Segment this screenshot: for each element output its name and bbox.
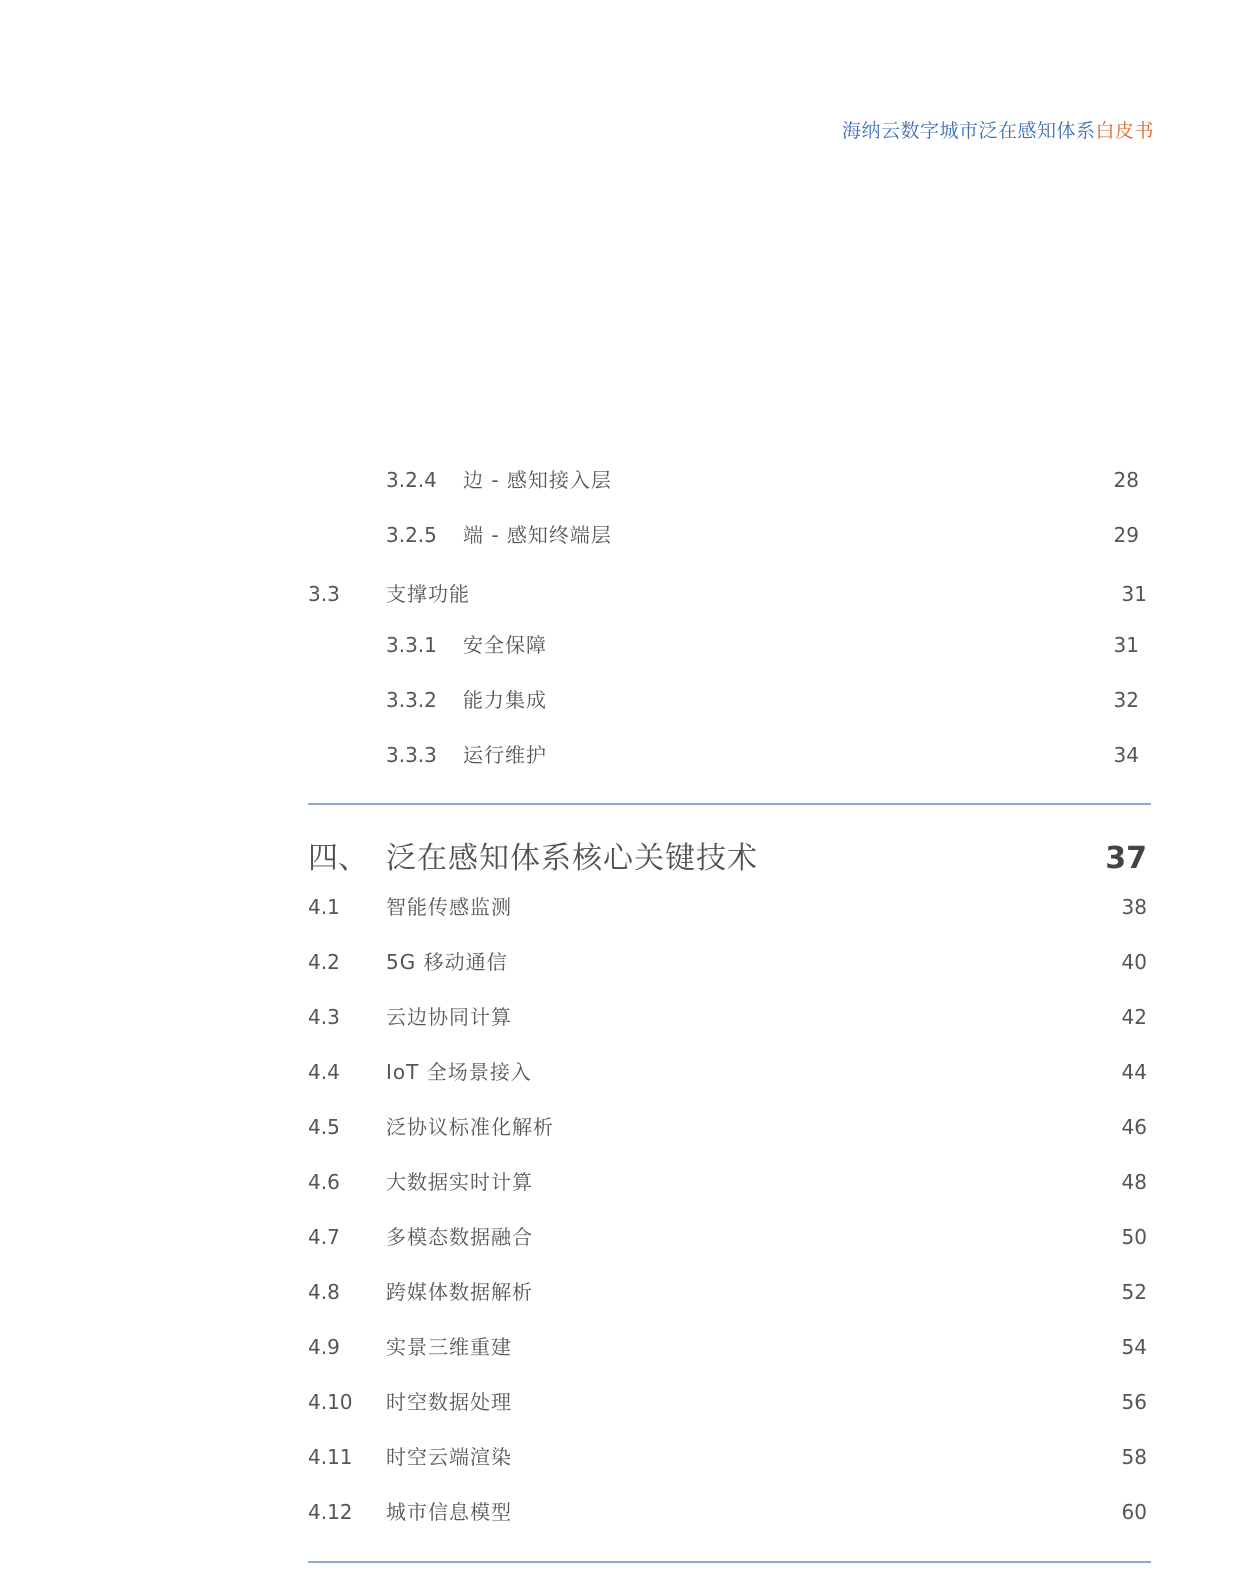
toc-entry-3-3-3[interactable]	[308, 740, 1151, 770]
toc-entry-page: 42	[1121, 1005, 1147, 1029]
toc-entry-title: IoT 全场景接入	[386, 1060, 532, 1084]
toc-entry-title: 跨媒体数据解析	[386, 1280, 533, 1304]
toc-entry-number: 4.6	[308, 1170, 340, 1194]
chapter-page: 37	[1105, 841, 1147, 876]
section-divider	[308, 803, 1151, 805]
toc-entry-number: 4.1	[308, 895, 340, 919]
toc-entry-title: 运行维护	[463, 743, 547, 767]
toc-entry-4-4[interactable]	[308, 1057, 1151, 1087]
toc-entry-number: 4.5	[308, 1115, 340, 1139]
toc-entry-title: 安全保障	[463, 633, 547, 657]
toc-entry-number: 4.7	[308, 1225, 340, 1249]
toc-entry-number: 4.3	[308, 1005, 340, 1029]
toc-entry-page: 38	[1121, 895, 1147, 919]
toc-entry-number: 4.9	[308, 1335, 340, 1359]
toc-entry-number: 3.2.5	[386, 523, 437, 547]
toc-entry-number: 4.10	[308, 1390, 353, 1414]
toc-entry-page: 28	[1113, 468, 1139, 492]
toc-entry-4-6[interactable]	[308, 1167, 1151, 1197]
toc-entry-number: 3.3.2	[386, 688, 437, 712]
toc-entry-number: 3.3.3	[386, 743, 437, 767]
toc-entry-3-2-4[interactable]	[308, 465, 1151, 495]
toc-entry-number: 4.12	[308, 1500, 353, 1524]
toc-entry-title: 城市信息模型	[386, 1500, 512, 1524]
toc-entry-page: 46	[1121, 1115, 1147, 1139]
toc-entry-title: 时空数据处理	[386, 1390, 512, 1414]
toc-entry-title: 时空云端渲染	[386, 1445, 512, 1469]
toc-entry-title: 边 - 感知接入层	[463, 468, 612, 492]
toc-entry-page: 48	[1121, 1170, 1147, 1194]
toc-entry-title: 泛协议标准化解析	[386, 1115, 554, 1139]
toc-entry-page: 44	[1121, 1060, 1147, 1084]
chapter-number: 四、	[308, 841, 368, 876]
toc-entry-number: 3.3.1	[386, 633, 437, 657]
toc-entry-page: 31	[1121, 582, 1147, 606]
toc-entry-number: 4.8	[308, 1280, 340, 1304]
toc-entry-number: 3.2.4	[386, 468, 437, 492]
toc-entry-number: 3.3	[308, 582, 340, 606]
section-divider	[308, 1561, 1151, 1563]
toc-entry-page: 54	[1121, 1335, 1147, 1359]
toc-entry-number: 4.4	[308, 1060, 340, 1084]
toc-entry-page: 52	[1121, 1280, 1147, 1304]
table-of-contents	[308, 0, 1151, 1596]
toc-entry-4-3[interactable]	[308, 1002, 1151, 1032]
toc-entry-3-3[interactable]	[308, 579, 1151, 609]
toc-entry-4-8[interactable]	[308, 1277, 1151, 1307]
toc-entry-4-1[interactable]	[308, 892, 1151, 922]
toc-entry-page: 29	[1113, 523, 1139, 547]
toc-chapter-4[interactable]	[308, 838, 1151, 880]
toc-entry-title: 大数据实时计算	[386, 1170, 533, 1194]
toc-entry-4-10[interactable]	[308, 1387, 1151, 1417]
header-title-suffix: 白皮书	[1095, 120, 1154, 142]
toc-entry-number: 4.2	[308, 950, 340, 974]
toc-entry-title: 支撑功能	[386, 582, 470, 606]
toc-entry-4-11[interactable]	[308, 1442, 1151, 1472]
toc-entry-page: 32	[1113, 688, 1139, 712]
toc-entry-page: 56	[1121, 1390, 1147, 1414]
toc-entry-title: 智能传感监测	[386, 895, 512, 919]
toc-entry-page: 40	[1121, 950, 1147, 974]
toc-entry-number: 4.11	[308, 1445, 353, 1469]
toc-entry-page: 34	[1113, 743, 1139, 767]
toc-entry-4-12[interactable]	[308, 1497, 1151, 1527]
toc-entry-title: 端 - 感知终端层	[463, 523, 612, 547]
header-title: 海纳云数字城市泛在感知体系	[841, 120, 1096, 142]
toc-entry-4-7[interactable]	[308, 1222, 1151, 1252]
toc-entry-title: 能力集成	[463, 688, 547, 712]
toc-entry-title: 云边协同计算	[386, 1005, 512, 1029]
toc-entry-4-2[interactable]	[308, 947, 1151, 977]
toc-entry-title: 实景三维重建	[386, 1335, 512, 1359]
toc-entry-title: 5G 移动通信	[386, 950, 508, 974]
toc-entry-title: 多模态数据融合	[386, 1225, 533, 1249]
toc-entry-page: 31	[1113, 633, 1139, 657]
toc-entry-3-3-2[interactable]	[308, 685, 1151, 715]
toc-entry-3-3-1[interactable]	[308, 630, 1151, 660]
toc-entry-page: 50	[1121, 1225, 1147, 1249]
toc-entry-page: 60	[1121, 1500, 1147, 1524]
toc-entry-4-5[interactable]	[308, 1112, 1151, 1142]
chapter-title: 泛在感知体系核心关键技术	[386, 841, 758, 876]
toc-entry-4-9[interactable]	[308, 1332, 1151, 1362]
toc-entry-3-2-5[interactable]	[308, 520, 1151, 550]
toc-entry-page: 58	[1121, 1445, 1147, 1469]
